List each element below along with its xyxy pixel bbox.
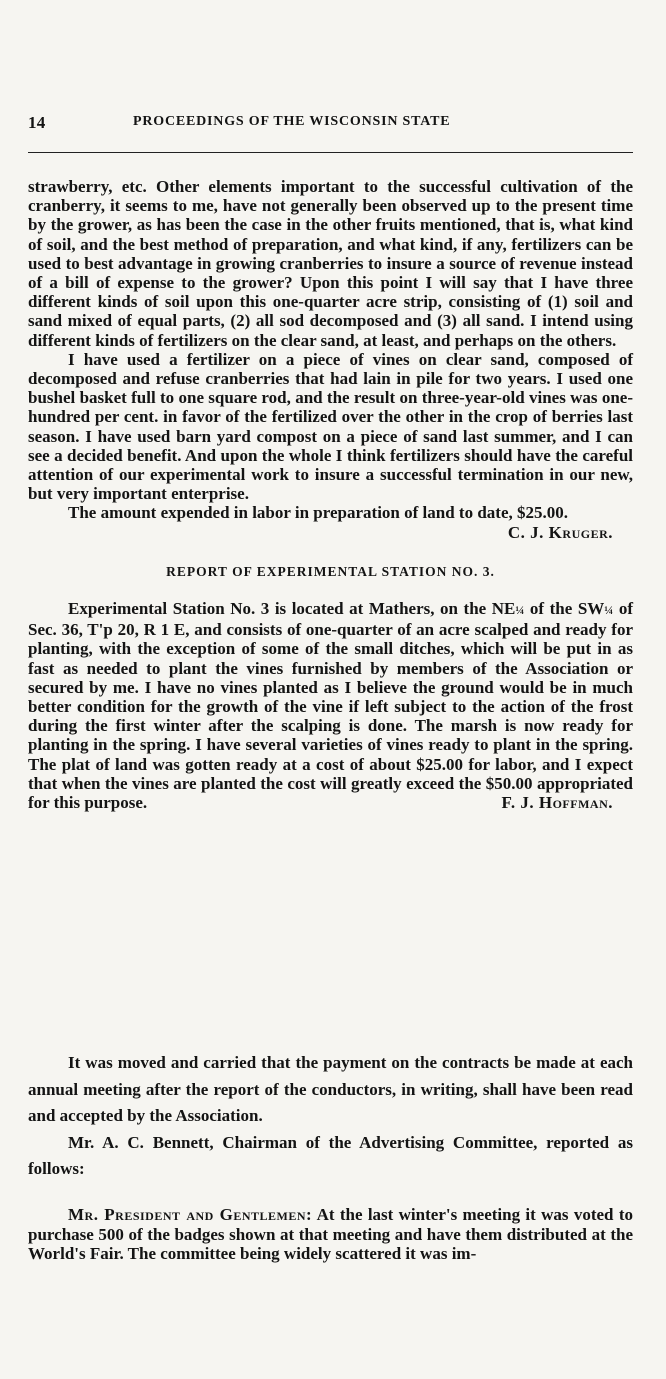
station3-text-mid: of the SW (524, 599, 605, 619)
station3-paragraph (28, 599, 633, 812)
fraction-quarter-1: ¼ (515, 603, 525, 618)
advertising-text: At the last winter's meeting it was voted to purchase 500 of the badges shown at that meeting and have them distributed at the World's Fair. The committee being widely scattered it was im- (28, 1205, 633, 1264)
advertising-paragraph (28, 1205, 633, 1264)
page-number: 14 (28, 113, 46, 132)
kruger-signature: C. J. Kruger. (507, 522, 613, 542)
kruger-paragraph-3 (28, 503, 633, 541)
kruger-expense-text: The amount expended in labor in preparation of land to date, $25.00. (68, 503, 568, 523)
salutation: Mr. President and Gentlemen: (68, 1205, 313, 1224)
bennett-paragraph: Mr. A. C. Bennett, Chairman of the Advertising Committee, reported as follows: (28, 1132, 633, 1178)
running-title: PROCEEDINGS OF THE WISCONSIN STATE (133, 114, 451, 129)
kruger-paragraph-2: I have used a fertilizer on a piece of vines on clear sand, composed of decomposed and refuse cranberries that had lain in pile for two years. I used one bushel basket full to one square rod, and the result on three-year-old vines was one-hundred per cent. in favor of the fertilized over the other in the crop of berries last season. I have used barn yard compost on a piece of sand last summer, and I can see a decided benefit. And upon the whole I think fertilizers should have the careful attention of our experimental work to insure a successful termination in our new, but very important enterprise. (28, 349, 633, 504)
advertising-report (28, 1205, 633, 1264)
hoffman-signature: F. J. Hoffman. (501, 793, 613, 813)
station3-text-start: Experimental Station No. 3 is located at Mathers, on the NE (68, 599, 516, 619)
header-rule (28, 152, 633, 153)
fraction-quarter-2: ¼ (604, 603, 614, 618)
kruger-closing (28, 503, 633, 541)
page-header (28, 113, 633, 135)
meeting-minutes (28, 1050, 633, 1183)
station3-text-rest: of Sec. 36, T'p 20, R 1 E, and consists of one-quarter of an acre scalped and ready for planting, with the exception of some of the small ditches, which will be put in as fast as needed to plant the vines furnished by members of the Association or secured by me. I have no vines planted as I believe the ground would be in much better condition for the growth of the vine if left subject to the action of the frost during the first winter after the scalping is done. The marsh is now ready for planting in the spring. I have several varieties of vines ready to plant in the spring. The plat of land was gotten ready at a cost of about $25.00 for labor, and I expect that when the vines are planted the cost will greatly exceed the $50.00 appropriated for this purpose. (28, 599, 634, 813)
motion-paragraph: It was moved and carried that the payment on the contracts be made at each annual meeting after the report of the conductors, in writing, shall have been read and accepted by the Association. (28, 1053, 633, 1125)
station3-heading: REPORT OF EXPERIMENTAL STATION NO. 3. (166, 563, 495, 579)
kruger-report (28, 177, 633, 812)
kruger-paragraph-1: strawberry, etc. Other elements important to the successful cultivation of the cranberry, it seems to me, have not generally been observed up to the present time by the grower, as has been the case in the other fruits mentioned, that is, what kind of soil, and the best method of preparation, and what kind, if any, fertilizers can be used to best advantage in growing cranberries to insure a source of revenue instead of a bill of expense to the grower? Upon this point I will say that I have three different kinds of soil upon this one-quarter acre strip, consisting of (1) soil and sand mixed of equal parts, (2) all sod decomposed and (3) all sand. I intend using different kinds of fertilizers on the clear sand, at least, and perhaps on the others. (28, 177, 633, 350)
